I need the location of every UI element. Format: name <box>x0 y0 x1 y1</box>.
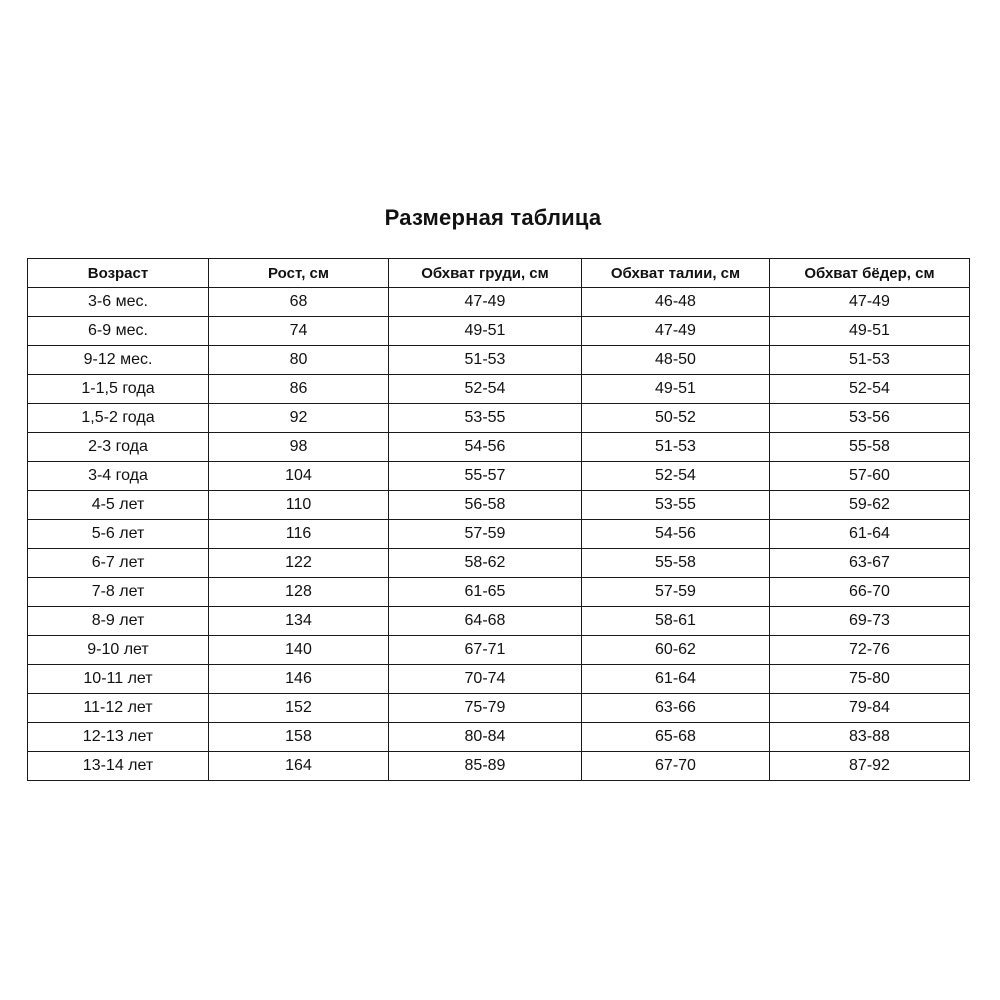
cell-waist: 53-55 <box>582 491 770 520</box>
cell-hips: 49-51 <box>770 317 970 346</box>
cell-chest: 67-71 <box>389 636 582 665</box>
cell-waist: 47-49 <box>582 317 770 346</box>
cell-hips: 79-84 <box>770 694 970 723</box>
cell-chest: 54-56 <box>389 433 582 462</box>
header-chest: Обхват груди, см <box>389 259 582 288</box>
cell-chest: 80-84 <box>389 723 582 752</box>
table-row <box>28 549 970 578</box>
table-row <box>28 520 970 549</box>
cell-age: 12-13 лет <box>28 723 209 752</box>
cell-waist: 51-53 <box>582 433 770 462</box>
cell-chest: 51-53 <box>389 346 582 375</box>
cell-height: 86 <box>209 375 389 404</box>
cell-age: 9-12 мес. <box>28 346 209 375</box>
cell-waist: 54-56 <box>582 520 770 549</box>
cell-chest: 55-57 <box>389 462 582 491</box>
cell-age: 10-11 лет <box>28 665 209 694</box>
cell-waist: 63-66 <box>582 694 770 723</box>
cell-waist: 52-54 <box>582 462 770 491</box>
cell-waist: 61-64 <box>582 665 770 694</box>
size-table <box>27 258 970 781</box>
cell-chest: 58-62 <box>389 549 582 578</box>
cell-waist: 46-48 <box>582 288 770 317</box>
cell-hips: 66-70 <box>770 578 970 607</box>
table-row <box>28 404 970 433</box>
cell-waist: 65-68 <box>582 723 770 752</box>
cell-hips: 75-80 <box>770 665 970 694</box>
cell-height: 134 <box>209 607 389 636</box>
cell-chest: 70-74 <box>389 665 582 694</box>
cell-waist: 67-70 <box>582 752 770 781</box>
cell-chest: 61-65 <box>389 578 582 607</box>
cell-chest: 47-49 <box>389 288 582 317</box>
cell-height: 74 <box>209 317 389 346</box>
cell-hips: 63-67 <box>770 549 970 578</box>
cell-waist: 60-62 <box>582 636 770 665</box>
table-row <box>28 723 970 752</box>
cell-hips: 72-76 <box>770 636 970 665</box>
cell-chest: 53-55 <box>389 404 582 433</box>
cell-hips: 55-58 <box>770 433 970 462</box>
cell-age: 9-10 лет <box>28 636 209 665</box>
table-row <box>28 607 970 636</box>
cell-chest: 64-68 <box>389 607 582 636</box>
cell-hips: 51-53 <box>770 346 970 375</box>
cell-age: 2-3 года <box>28 433 209 462</box>
cell-height: 146 <box>209 665 389 694</box>
table-row <box>28 433 970 462</box>
cell-age: 6-9 мес. <box>28 317 209 346</box>
cell-chest: 75-79 <box>389 694 582 723</box>
table-row <box>28 752 970 781</box>
cell-waist: 49-51 <box>582 375 770 404</box>
cell-hips: 52-54 <box>770 375 970 404</box>
page-title: Размерная таблица <box>384 205 602 230</box>
table-row <box>28 665 970 694</box>
cell-hips: 61-64 <box>770 520 970 549</box>
table-body <box>28 288 970 781</box>
cell-height: 164 <box>209 752 389 781</box>
table-row <box>28 694 970 723</box>
cell-hips: 83-88 <box>770 723 970 752</box>
cell-hips: 57-60 <box>770 462 970 491</box>
cell-chest: 85-89 <box>389 752 582 781</box>
cell-chest: 49-51 <box>389 317 582 346</box>
cell-height: 152 <box>209 694 389 723</box>
header-height: Рост, см <box>209 259 389 288</box>
cell-chest: 56-58 <box>389 491 582 520</box>
table-row <box>28 578 970 607</box>
cell-height: 122 <box>209 549 389 578</box>
cell-age: 6-7 лет <box>28 549 209 578</box>
cell-age: 3-4 года <box>28 462 209 491</box>
header-age: Возраст <box>28 259 209 288</box>
table-row <box>28 317 970 346</box>
cell-waist: 48-50 <box>582 346 770 375</box>
cell-height: 98 <box>209 433 389 462</box>
table-row <box>28 288 970 317</box>
cell-age: 8-9 лет <box>28 607 209 636</box>
cell-age: 7-8 лет <box>28 578 209 607</box>
cell-hips: 69-73 <box>770 607 970 636</box>
cell-waist: 55-58 <box>582 549 770 578</box>
cell-age: 4-5 лет <box>28 491 209 520</box>
cell-height: 92 <box>209 404 389 433</box>
cell-waist: 57-59 <box>582 578 770 607</box>
cell-age: 1-1,5 года <box>28 375 209 404</box>
table-row <box>28 346 970 375</box>
cell-height: 128 <box>209 578 389 607</box>
cell-age: 11-12 лет <box>28 694 209 723</box>
cell-waist: 50-52 <box>582 404 770 433</box>
cell-hips: 59-62 <box>770 491 970 520</box>
table-row <box>28 375 970 404</box>
cell-age: 13-14 лет <box>28 752 209 781</box>
table-row <box>28 636 970 665</box>
header-hips: Обхват бёдер, см <box>770 259 970 288</box>
cell-height: 104 <box>209 462 389 491</box>
table-row <box>28 491 970 520</box>
cell-waist: 58-61 <box>582 607 770 636</box>
cell-hips: 47-49 <box>770 288 970 317</box>
cell-height: 158 <box>209 723 389 752</box>
cell-hips: 87-92 <box>770 752 970 781</box>
cell-chest: 52-54 <box>389 375 582 404</box>
cell-height: 68 <box>209 288 389 317</box>
cell-age: 5-6 лет <box>28 520 209 549</box>
cell-height: 110 <box>209 491 389 520</box>
header-waist: Обхват талии, см <box>582 259 770 288</box>
cell-chest: 57-59 <box>389 520 582 549</box>
table-header-row <box>28 259 970 288</box>
cell-age: 3-6 мес. <box>28 288 209 317</box>
cell-height: 116 <box>209 520 389 549</box>
table-row <box>28 462 970 491</box>
cell-height: 140 <box>209 636 389 665</box>
cell-hips: 53-56 <box>770 404 970 433</box>
cell-age: 1,5-2 года <box>28 404 209 433</box>
cell-height: 80 <box>209 346 389 375</box>
